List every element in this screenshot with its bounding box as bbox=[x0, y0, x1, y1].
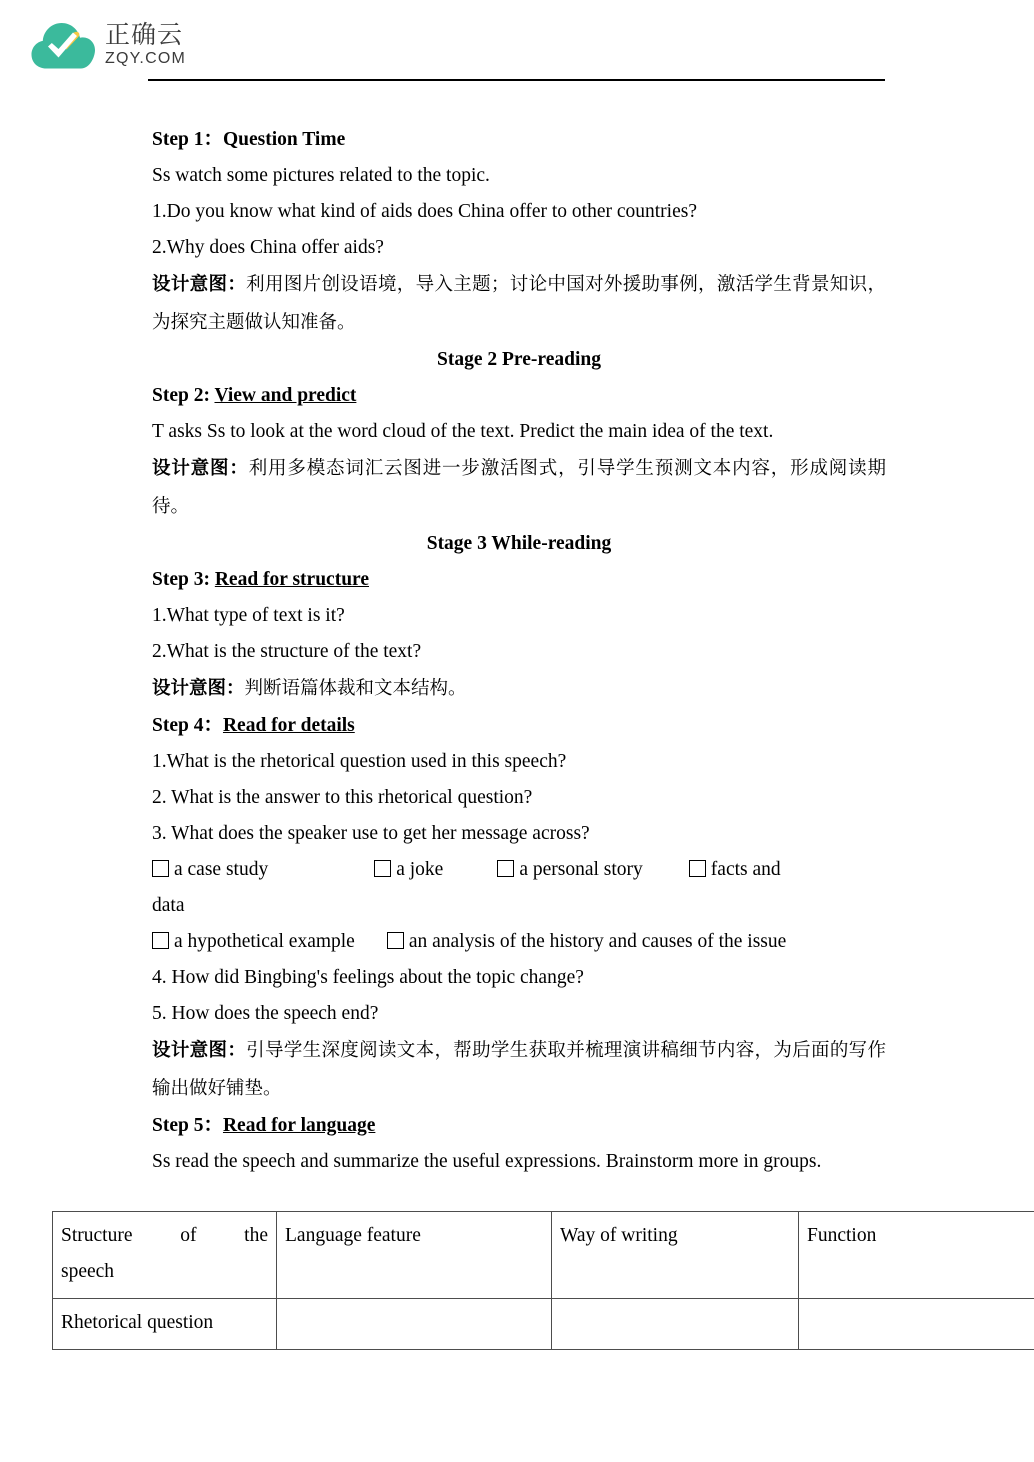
cloud-check-logo-icon bbox=[30, 18, 96, 72]
step1-line-0: Ss watch some pictures related to the topic. bbox=[152, 165, 490, 186]
step4-line-0: 1.What is the rhetorical question used in this speech? bbox=[152, 751, 567, 772]
checkbox-icon[interactable] bbox=[374, 860, 391, 877]
option-label: a hypothetical example bbox=[174, 931, 355, 952]
logo-domain: ZQY.COM bbox=[105, 50, 187, 67]
logo-chinese-name: 正确云 bbox=[105, 21, 184, 49]
option-a-hypothetical-example[interactable] bbox=[152, 924, 355, 960]
hdr-word-of: of bbox=[180, 1225, 197, 1246]
checkbox-icon[interactable] bbox=[497, 860, 514, 877]
stage3-heading: Stage 3 While-reading bbox=[426, 533, 612, 554]
step5-heading-prefix: Step 5： bbox=[152, 1115, 223, 1136]
step4-design-intent bbox=[152, 1032, 886, 1108]
step1-design-text: 利用图片创设语境，导入主题；讨论中国对外援助事例，激活学生背景知识，为探究主题做认知准备。 bbox=[152, 274, 886, 333]
step4-line-after-0: 4. How did Bingbing's feelings about the topic change? bbox=[152, 967, 584, 988]
step2-heading-title: View and predict bbox=[214, 385, 357, 406]
step2-design-label: 设计意图： bbox=[152, 458, 249, 479]
step3-heading-prefix: Step 3: bbox=[152, 569, 215, 590]
checkbox-icon[interactable] bbox=[387, 932, 404, 949]
option-label: a joke bbox=[396, 859, 444, 880]
step1-design-intent bbox=[152, 266, 886, 342]
table-cell-function[interactable] bbox=[799, 1299, 1034, 1350]
option-a-personal-story[interactable] bbox=[497, 852, 642, 888]
table-cell-language-feature[interactable] bbox=[277, 1299, 552, 1350]
step3-heading bbox=[152, 562, 886, 598]
header-line-1 bbox=[61, 1218, 268, 1254]
step2-line-0: T asks Ss to look at the word cloud of the text. Predict the main idea of the text. bbox=[152, 421, 774, 442]
step2-heading-prefix: Step 2: bbox=[152, 385, 215, 406]
step1-line-2: 2.Why does China offer aids? bbox=[152, 237, 384, 258]
step3-design-text: 判断语篇体裁和文本结构。 bbox=[244, 678, 467, 699]
step4-line-1: 2. What is the answer to this rhetorical question? bbox=[152, 787, 533, 808]
checkbox-icon[interactable] bbox=[152, 860, 169, 877]
table-cell-way-of-writing[interactable] bbox=[552, 1299, 799, 1350]
step5-line-0: Ss read the speech and summarize the useful expressions. Brainstorm more in groups. bbox=[152, 1151, 822, 1172]
checkbox-icon[interactable] bbox=[689, 860, 706, 877]
option-label: a case study bbox=[174, 859, 269, 880]
table-row bbox=[53, 1299, 1034, 1350]
site-logo bbox=[30, 18, 186, 72]
hdr-word-the: the bbox=[244, 1225, 268, 1246]
step3-line-0: 1.What type of text is it? bbox=[152, 605, 345, 626]
step4-heading bbox=[152, 708, 886, 744]
checkbox-icon[interactable] bbox=[152, 932, 169, 949]
step1-design-label: 设计意图： bbox=[152, 274, 247, 295]
logo-wordmark bbox=[105, 23, 186, 67]
step3-line-1: 2.What is the structure of the text? bbox=[152, 641, 422, 662]
step1-line-1: 1.Do you know what kind of aids does China offer to other countries? bbox=[152, 201, 697, 222]
step3-heading-title: Read for structure bbox=[214, 569, 370, 590]
option-label: facts and bbox=[710, 859, 781, 880]
step3-design-intent bbox=[152, 670, 886, 708]
step4-options-row-1 bbox=[152, 852, 886, 888]
option-a-case-study[interactable] bbox=[152, 852, 268, 888]
step4-line-after-1: 5. How does the speech end? bbox=[152, 1003, 379, 1024]
step3-design-label: 设计意图： bbox=[152, 678, 245, 699]
step4-design-text: 引导学生深度阅读文本，帮助学生获取并梳理演讲稿细节内容，为后面的写作输出做好铺垫。 bbox=[152, 1040, 886, 1099]
step4-options-row-2 bbox=[152, 924, 886, 960]
language-table-wrap bbox=[52, 1211, 982, 1350]
step5-heading bbox=[152, 1108, 886, 1144]
header-divider bbox=[148, 79, 885, 81]
option-analysis-of-history[interactable] bbox=[387, 924, 786, 960]
stage2-heading: Stage 2 Pre-reading bbox=[437, 349, 601, 370]
step4-design-label: 设计意图： bbox=[152, 1040, 247, 1061]
table-header-structure bbox=[53, 1212, 277, 1299]
step1-heading: Step 1：Question Time bbox=[152, 129, 346, 150]
table-header-row bbox=[53, 1212, 1034, 1299]
step4-heading-prefix: Step 4： bbox=[152, 715, 223, 736]
header-line-2: speech bbox=[61, 1261, 115, 1282]
hdr-word-structure: Structure bbox=[61, 1225, 133, 1246]
step5-heading-title: Read for language bbox=[222, 1115, 376, 1136]
step2-design-intent bbox=[152, 450, 886, 526]
step2-heading bbox=[152, 378, 886, 414]
step4-options-row-1-wrap: data bbox=[152, 895, 185, 916]
step2-design-text: 利用多模态词汇云图进一步激活图式，引导学生预测文本内容，形成阅读期待。 bbox=[152, 458, 886, 517]
option-facts-and-data[interactable] bbox=[689, 852, 781, 888]
step4-heading-title: Read for details bbox=[222, 715, 355, 736]
step4-line-2: 3. What does the speaker use to get her message across? bbox=[152, 823, 590, 844]
table-header-function: Function bbox=[799, 1212, 1034, 1299]
table-header-way-of-writing: Way of writing bbox=[552, 1212, 799, 1299]
page-header bbox=[0, 0, 1034, 92]
option-label: a personal story bbox=[519, 859, 643, 880]
option-a-joke[interactable] bbox=[374, 852, 443, 888]
option-label: an analysis of the history and causes of the issue bbox=[408, 931, 787, 952]
language-summary-table bbox=[52, 1211, 1034, 1350]
document-body bbox=[152, 122, 886, 1180]
table-header-language-feature: Language feature bbox=[277, 1212, 552, 1299]
table-cell-rhetorical-question[interactable]: Rhetorical question bbox=[53, 1299, 277, 1350]
